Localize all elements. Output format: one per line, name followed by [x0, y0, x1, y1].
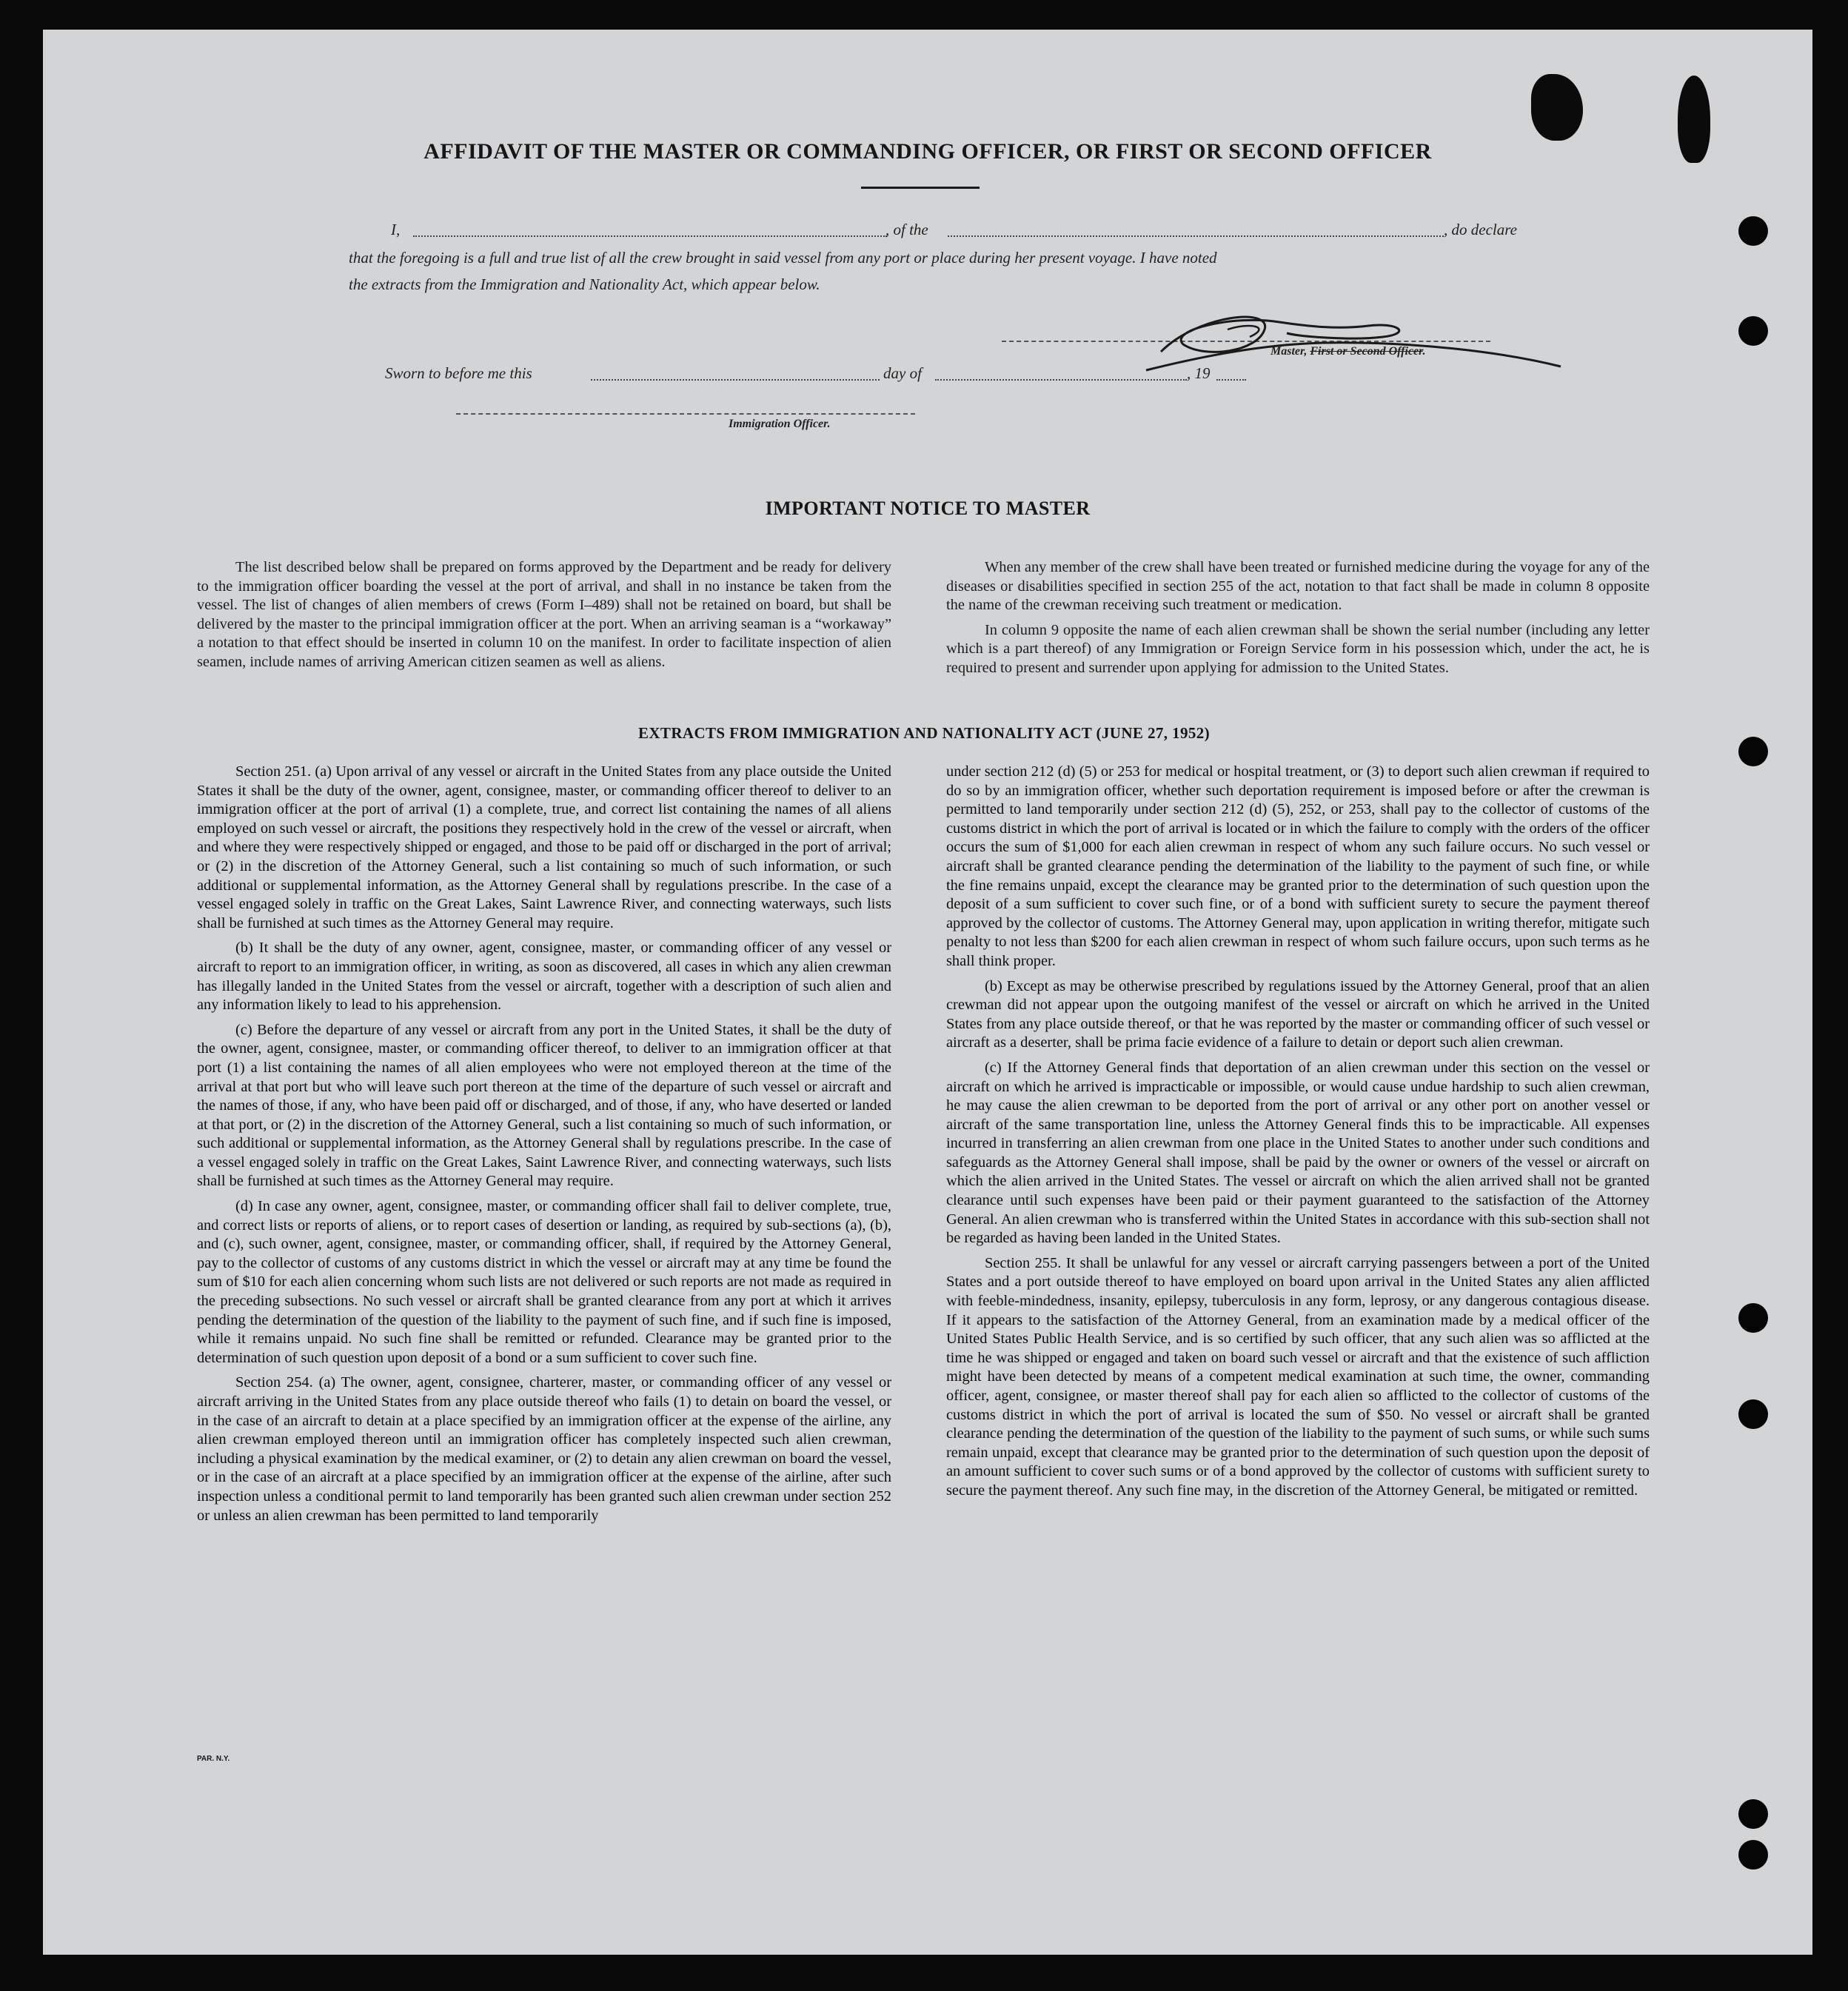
notice-title: IMPORTANT NOTICE TO MASTER — [765, 498, 1091, 519]
signer-title-end: . — [1422, 345, 1426, 358]
notice-left-paragraph: The list described below shall be prepared on forms approved by the Department and be ready for delivery to the immigration officer boarding the vessel at the port of arrival, and shall in no instance be taken from the vessel. The list of changes of alien members of crews (Form I–489) shall not be retained on board, but shall be delivered by the master to the principal immigration officer at the port. When an arriving seaman is a “workaway” a notation to that effect should be inserted in column 10 on the manifest. In order to facilitate inspection of alien seamen, include names of arriving American citizen seamen as well as aliens. — [197, 559, 891, 670]
printer-mark: PAR. N.Y. — [197, 1755, 230, 1763]
year-blank — [1216, 379, 1246, 381]
section-254-b: (b) Except as may be otherwise prescribed by regulations issued by the Attorney General, proof that an alien crewman did not appear upon the outgoing manifest of the vessel or aircraft on which he arrived in the United States from any place outside thereof, or that he was reported by the master or commanding officer of such vessel or aircraft as a deserter, shall be prima facie evidence of a failure to detain or deport such alien crewman. — [946, 977, 1650, 1051]
master-signature — [1116, 300, 1576, 389]
signer-title-struck: First or Second Officer — [1310, 345, 1423, 358]
punch-hole — [1738, 1399, 1768, 1429]
punch-hole — [1738, 216, 1768, 246]
affidavit-declare-label: , do declare — [1444, 221, 1517, 238]
document-page — [43, 30, 1812, 1955]
title-rule — [861, 187, 980, 189]
punch-hole — [1738, 316, 1768, 346]
day-of-label: day of — [883, 364, 922, 382]
signer-title — [1270, 345, 1426, 358]
officer-title: Immigration Officer. — [729, 418, 831, 430]
affidavit-line-2: that the foregoing is a full and true list of all the crew brought in said vessel from any port or place during her present voyage. I have noted — [349, 249, 1217, 267]
section-254-a-continued: under section 212 (d) (5) or 253 for medical or hospital treatment, or (3) to deport such alien crewman if required to do so by an immigration officer, whether such deportation requirement is imposed before or after the crewman is permitted to land temporarily under section 212 (d) (5), 252, or 253, shall pay to the collector of customs of the customs district in which the port of arrival is located or in which the failure to comply with the orders of the officer occurs the sum of $1,000 for each alien crewman in respect of whom any such failure occurs. No such vessel or aircraft shall be granted clearance pending the determination of the liability to the payment of such fine, or while the fine remains unpaid, except the clearance may be granted prior to the determination of such question upon the deposit of a sum sufficient to cover such fine, or of a bond with sufficient surety to secure the payment thereof approved by the collector of customs. The Attorney General may, upon application in writing therefor, mitigate such penalty to not less than $200 for each alien crewman in respect of whom such failure occurs, upon such terms as he shall think proper. — [946, 763, 1650, 969]
sworn-day-blank — [591, 379, 880, 381]
section-251-b: (b) It shall be the duty of any owner, agent, consignee, master, or commanding officer of any vessel or aircraft to report to an immigration officer, in writing, as soon as discovered, all cases in which any alien crewman has illegally landed in the United States from the vessel or aircraft, together with a description of such alien and any information likely to lead to his apprehension. — [197, 940, 891, 1014]
section-255: Section 255. It shall be unlawful for any vessel or aircraft carrying passengers between a port of the United States and a port outside thereof to have employed on board upon arrival in the United States any alien afflicted with feeble-mindedness, insanity, epilepsy, tuberculosis in any form, leprosy, or any dangerous contagious disease. If it appears to the satisfaction of the Attorney General, from an examination made by a medical officer of the United States Public Health Service, and is so certified by such officer, that any such alien was so afflicted at the time he was shipped or engaged and taken on board such vessel or aircraft and that the existence of such affliction might have been detected by means of a competent medical examination at such time, the owner, commanding officer, agent, consignee, or master thereof shall pay for each alien so afflicted to the collector of customs of the customs district in which the port of arrival is located the sum of $50. No vessel or aircraft shall be granted clearance pending the determination of the question of the liability to the payment of such sums, or while such sums remain unpaid, except that clearance may be granted prior to the determination of such question upon the deposit of an amount sufficient to cover such sums or of a bond approved by the collector of customs with sufficient surety to secure the payment thereof. Any such fine may, in the discretion of the Attorney General, be mitigated or remitted. — [946, 1254, 1650, 1499]
punch-hole — [1738, 1799, 1768, 1829]
extracts-left-column — [197, 763, 891, 1531]
section-251-a: Section 251. (a) Upon arrival of any vessel or aircraft in the United States from any place outside the United States it shall be the duty of the owner, agent, consignee, master, or commanding officer thereof to deliver to an immigration officer at the port of arrival (1) a complete, true, and correct list containing the names of all aliens employed on such vessel or aircraft, the positions they respectively hold in the crew of the vessel or aircraft, when and where they were respectively shipped or engaged, and those to be paid off or discharged in the port of arrival; or (2) in the discretion of the Attorney General, such a list containing so much of such information, or such additional or supplemental information, as the Attorney General shall by regulations prescribe. In the case of a vessel engaged solely in traffic on the Great Lakes, Saint Lawrence River, and connecting waterways, such lists shall be furnished at such times as the Attorney General may require. — [197, 763, 891, 931]
officer-signature-line — [456, 413, 915, 415]
notice-right-paragraph-1: When any member of the crew shall have been treated or furnished medicine during the voyage for any of the diseases or disabilities specified in section 255 of the act, notation to that fact shall be made in column 8 opposite the name of the crewman receiving such treatment or medication. — [946, 559, 1650, 614]
section-251-d: (d) In case any owner, agent, consignee, master, or commanding officer shall fail to deliver complete, true, and correct lists or reports of aliens, or to report cases of desertion or landing, as required by sub-sections (a), (b), and (c), such owner, agent, consignee, master, or commanding officer, shall, if required by the Attorney General, pay to the collector of customs of any customs district in which the vessel or aircraft may at any time be found the sum of $10 for each alien concerning whom such lists are not delivered or such reports are not made as required in the preceding subsections. No such vessel or aircraft shall be granted clearance from any port at which it arrives pending the determination of the question of the liability to the payment of such fine, and if such fine is imposed, while it remains unpaid. No such fine shall be remitted or refunded. Clearance may be granted prior to the determination of such question upon deposit of a bond or a sum sufficient to cover such fine. — [197, 1198, 891, 1366]
section-254-c: (c) If the Attorney General finds that deportation of an alien crewman under this section on the vessel or aircraft on which he arrived is impracticable or impossible, or would cause undue hardship to such alien crewman, he may cause the alien crewman to be deported from the port of arrival or any other port on another vessel or aircraft of the same transportation line, unless the Attorney General finds this to be impracticable. All expenses incurred in transferring an alien crewman from one place in the United States to another under such conditions and safeguards as the Attorney General shall impose, shall be paid by the owner or owners of the vessel or aircraft on which the alien arrived in the United States. The vessel or aircraft on which the alien arrived shall not be granted clearance until such expenses have been paid or their payment guaranteed to the satisfaction of the Attorney General. An alien crewman who is transferred within the United States in accordance with this sub-section shall not be regarded as having been landed in the United States. — [946, 1059, 1650, 1247]
punch-hole — [1738, 1303, 1768, 1333]
signer-title-main: Master, — [1270, 345, 1310, 358]
affidavit-title: AFFIDAVIT OF THE MASTER OR COMMANDING OFFICER, OR FIRST OR SECOND OFFICER — [424, 139, 1432, 164]
section-251-c: (c) Before the departure of any vessel or aircraft from any port in the United States, it shall be the duty of the owner, agent, consignee, master, or commanding officer thereof, to deliver to an immigration officer at that port (1) a list containing the names of all alien employees who were not employed thereon at the time of the arrival at that port but who will leave such port thereon at the time of the departure of such vessel or aircraft and the names of those, if any, who have been paid off or discharged, and of those, if any, who have deserted or landed at that port, or (2) in the discretion of the Attorney General, such a list containing so much of such information, or such additional or supplemental information, as the Attorney General shall by regulations prescribe. In the case of a vessel engaged solely in traffic on the Great Lakes, Saint Lawrence River, and connecting waterways, such lists shall be furnished at such times as the Attorney General may require. — [197, 1021, 891, 1190]
sworn-month-blank — [935, 379, 1187, 381]
extracts-right-column — [946, 763, 1650, 1507]
notice-right-column — [946, 558, 1650, 684]
name-blank — [413, 235, 887, 237]
ink-blot — [1531, 74, 1583, 141]
affidavit-line-3: the extracts from the Immigration and Nationality Act, which appear below. — [349, 275, 820, 293]
vessel-blank — [948, 235, 1444, 237]
affidavit-of-the-label: , of the — [886, 221, 928, 238]
year-label: , 19 — [1187, 364, 1211, 382]
affidavit-i-label: I, — [391, 221, 401, 238]
notice-left-column — [197, 558, 891, 678]
sworn-label: Sworn to before me this — [385, 364, 532, 382]
section-254-a: Section 254. (a) The owner, agent, consignee, charterer, master, or commanding officer of any vessel or aircraft arriving in the United States from any place outside thereof who fails (1) to detain on board the vessel, or in the case of an aircraft to detain at a place specified by an immigration officer at the expense of the airline, any alien crewman employed thereon until an immigration officer has completely inspected such alien crewman, including a physical examination by the medical examiner, or (2) to detain any alien crewman on board the vessel, or in the case of an aircraft at a place specified by an immigration officer at the expense of the airline, after such inspection unless a conditional permit to land temporarily has been granted such alien crewman under section 252 or unless an alien crewman has been permitted to land temporarily — [197, 1374, 891, 1524]
notice-right-paragraph-2: In column 9 opposite the name of each alien crewman shall be shown the serial number (including any letter which is a part thereof) of any Immigration or Foreign Service form in his possession which, under the act, he is required to present and surrender upon applying for admission to the United States. — [946, 621, 1650, 676]
extracts-title: EXTRACTS FROM IMMIGRATION AND NATIONALITY ACT (JUNE 27, 1952) — [637, 724, 1211, 742]
punch-hole — [1738, 1840, 1768, 1870]
